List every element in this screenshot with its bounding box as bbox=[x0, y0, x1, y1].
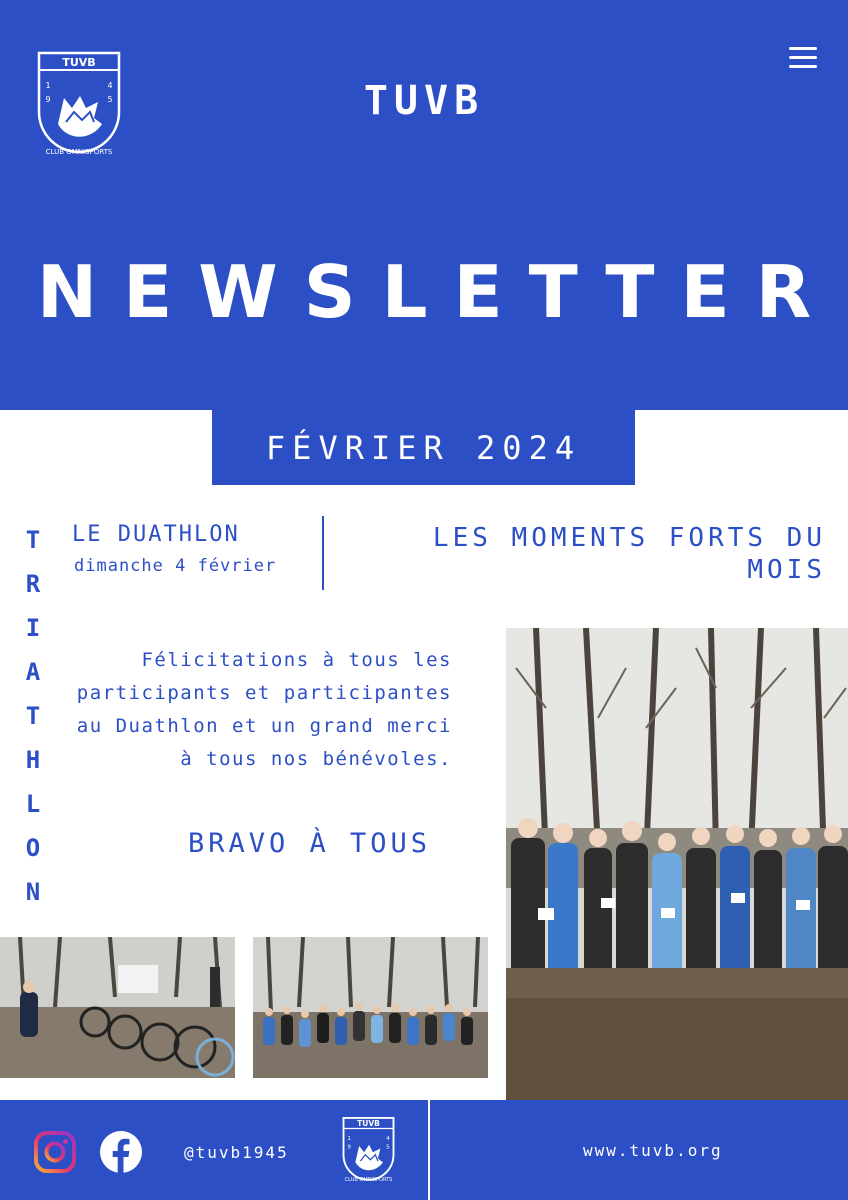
vertical-letter: I bbox=[25, 614, 41, 642]
vertical-letter: T bbox=[25, 526, 41, 554]
congratulations-message bbox=[52, 644, 452, 776]
logo-digit: 1 bbox=[347, 1135, 351, 1142]
issue-date-badge: FÉVRIER 2024 bbox=[212, 410, 635, 485]
highlights-heading-line: MOIS bbox=[747, 555, 826, 585]
instagram-icon[interactable] bbox=[33, 1130, 77, 1174]
event-date: dimanche 4 février bbox=[74, 556, 277, 576]
vertical-divider bbox=[322, 516, 324, 590]
logo-digit: 4 bbox=[386, 1135, 390, 1142]
vertical-letter: R bbox=[25, 570, 41, 598]
logo-text: TUVB bbox=[62, 56, 96, 69]
hamburger-menu-icon[interactable] bbox=[789, 47, 819, 69]
vertical-letter: O bbox=[25, 834, 41, 862]
vertical-letter: H bbox=[25, 746, 41, 774]
logo-digit: 9 bbox=[45, 95, 51, 104]
highlights-heading-line: LES MOMENTS FORTS DU bbox=[432, 523, 826, 553]
logo-digit: 9 bbox=[347, 1144, 351, 1151]
vertical-letter: N bbox=[25, 878, 41, 906]
message-line: participants et participantes bbox=[76, 682, 452, 704]
website-link[interactable]: www.tuvb.org bbox=[583, 1141, 723, 1160]
message-line: à tous nos bénévoles. bbox=[180, 748, 452, 770]
message-line: Félicitations à tous les bbox=[141, 649, 452, 671]
logo-subtitle: CLUB OMNISPORTS bbox=[344, 1177, 393, 1183]
highlights-heading bbox=[346, 522, 826, 586]
newsletter-title: NEWSLETTER bbox=[36, 250, 838, 334]
facebook-icon[interactable] bbox=[99, 1130, 143, 1174]
athletes-start-line-photo bbox=[506, 628, 848, 1100]
vertical-letter: L bbox=[25, 790, 41, 818]
logo-digit: 1 bbox=[45, 81, 51, 90]
runners-forest-photo bbox=[253, 937, 488, 1078]
bravo-heading: BRAVO À TOUS bbox=[188, 828, 432, 859]
logo-text: TUVB bbox=[357, 1119, 380, 1128]
logo-subtitle: CLUB OMNISPORTS bbox=[45, 148, 113, 156]
vertical-triathlon-label bbox=[18, 518, 48, 914]
footer-divider bbox=[428, 1100, 430, 1200]
event-title: LE DUATHLON bbox=[72, 522, 240, 547]
logo-digit: 5 bbox=[386, 1144, 390, 1151]
transition-area-photo bbox=[0, 937, 235, 1078]
tuvb-footer-logo bbox=[341, 1116, 396, 1186]
social-handle[interactable]: @tuvb1945 bbox=[184, 1143, 289, 1162]
message-line: au Duathlon et un grand merci bbox=[76, 715, 452, 737]
logo-digit: 4 bbox=[107, 81, 113, 90]
vertical-letter: A bbox=[25, 658, 41, 686]
header-banner bbox=[0, 0, 848, 410]
brand-name: TUVB bbox=[363, 78, 485, 124]
vertical-letter: T bbox=[25, 702, 41, 730]
logo-digit: 5 bbox=[107, 95, 113, 104]
